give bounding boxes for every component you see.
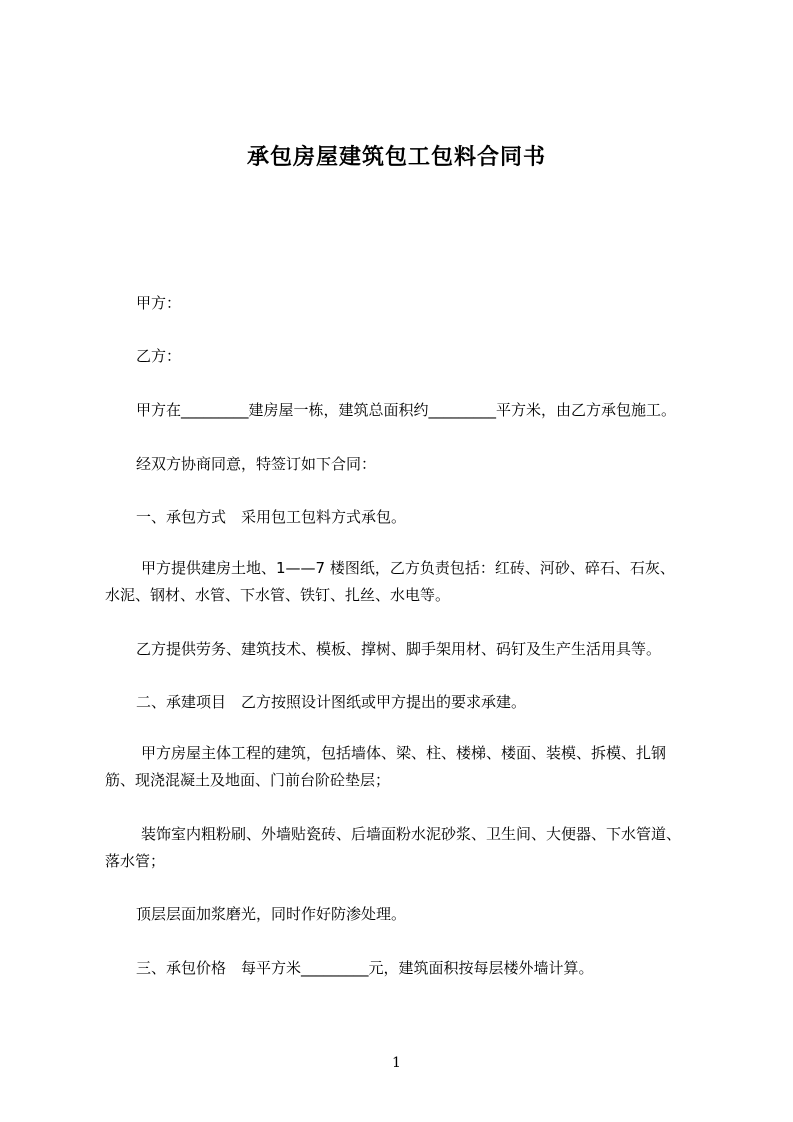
paragraph: 落水管； [105, 852, 166, 870]
party-a-line: 甲方： [136, 294, 182, 312]
document-title: 承包房屋建筑包工包料合同书 [246, 145, 546, 170]
paragraph: 经双方协商同意，特签订如下合同： [136, 455, 377, 473]
paragraph: 乙方提供劳务、建筑技术、模板、撑树、脚手架用材、码钉及生产生活用具等。 [136, 640, 662, 658]
section-heading: 二、承建项目 乙方按照设计图纸或甲方提出的要求承建。 [136, 693, 527, 711]
page-number: 1 [392, 1055, 401, 1071]
paragraph: 甲方提供建房土地、1——7 楼图纸，乙方负责包括：红砖、河砂、碎石、石灰、 [141, 559, 675, 577]
section-heading: 一、承包方式 采用包工包料方式承包。 [136, 508, 407, 526]
section-heading: 三、承包价格 每平方米_________元，建筑面积按每层楼外墙计算。 [136, 959, 594, 977]
paragraph: 装饰室内粗粉刷、外墙贴瓷砖、后墙面粉水泥砂浆、卫生间、大便器、下水管道、 [141, 825, 682, 843]
paragraph: 甲方房屋主体工程的建筑，包括墙体、梁、柱、楼梯、楼面、装模、拆模、扎钢 [141, 744, 667, 762]
paragraph: 水泥、钢材、水管、下水管、铁钉、扎丝、水电等。 [105, 586, 451, 604]
paragraph: 筋、现浇混凝土及地面、门前台阶砼垫层； [105, 771, 391, 789]
paragraph: 顶层层面加浆磨光，同时作好防渗处理。 [136, 905, 407, 923]
party-b-line: 乙方： [136, 347, 182, 365]
paragraph: 甲方在_________建房屋一栋，建筑总面积约_________平方米，由乙方承包施工。 [136, 401, 677, 419]
